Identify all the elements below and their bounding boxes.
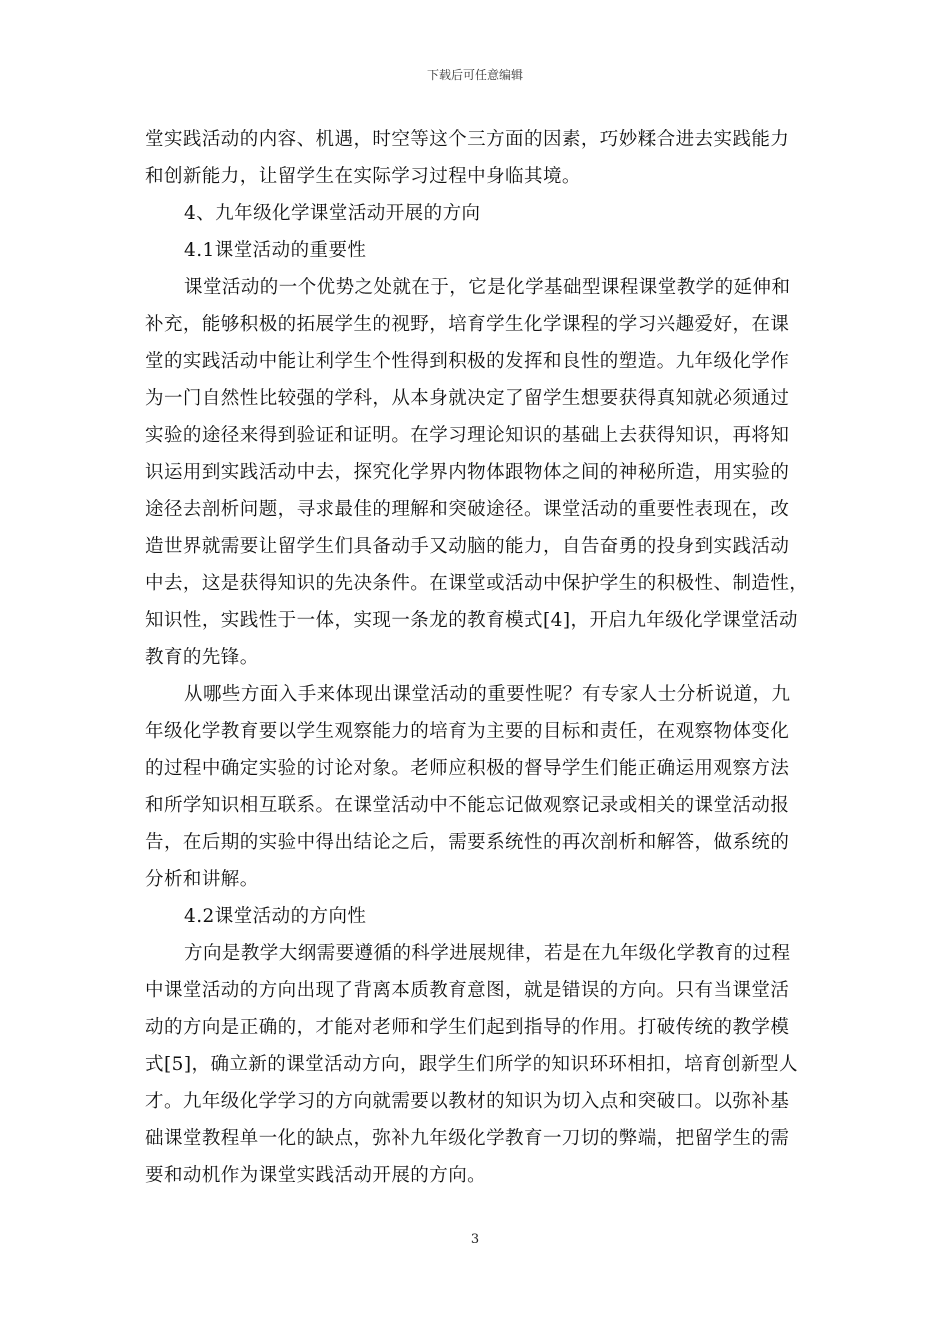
body-line: 础课堂教程单一化的缺点，弥补九年级化学教育一刀切的弊端，把留学生的需	[145, 1128, 790, 1149]
body-line: 要和动机作为课堂实践活动开展的方向。	[145, 1165, 487, 1186]
section-heading: 4、九年级化学课堂活动开展的方向	[184, 203, 481, 224]
subsection-heading: 4.1课堂活动的重要性	[184, 240, 367, 261]
page-header: 下载后可任意编辑	[426, 68, 523, 82]
page-number: 3	[470, 1232, 480, 1247]
body-line: 为一门自然性比较强的学科，从本身就决定了留学生想要获得真知就必须通过	[145, 388, 790, 409]
body-line: 补充，能够积极的拓展学生的视野，培育学生化学课程的学习兴趣爱好，在课	[145, 314, 790, 335]
body-line: 中课堂活动的方向出现了背离本质教育意图，就是错误的方向。只有当课堂活	[145, 980, 790, 1001]
body-line: 告，在后期的实验中得出结论之后，需要系统性的再次剖析和解答，做系统的	[145, 832, 790, 853]
body-line: 和所学知识相互联系。在课堂活动中不能忘记做观察记录或相关的课堂活动报	[145, 795, 790, 816]
body-line: 年级化学教育要以学生观察能力的培育为主要的目标和责任，在观察物体变化	[145, 721, 790, 742]
body-line: 课堂活动的一个优势之处就在于，它是化学基础型课程课堂教学的延伸和	[184, 277, 791, 298]
body-line: 知识性，实践性于一体，实现一条龙的教育模式[4]，开启九年级化学课堂活动	[145, 610, 798, 631]
body-line: 中去，这是获得知识的先决条件。在课堂或活动中保护学生的积极性、制造性，	[145, 573, 809, 594]
body-line: 造世界就需要让留学生们具备动手又动脑的能力，自告奋勇的投身到实践活动	[145, 536, 790, 557]
body-line: 途径去剖析问题，寻求最佳的理解和突破途径。课堂活动的重要性表现在，改	[145, 499, 790, 520]
body-line: 识运用到实践活动中去，探究化学界内物体跟物体之间的神秘所造，用实验的	[145, 462, 790, 483]
subsection-heading: 4.2课堂活动的方向性	[184, 906, 367, 927]
body-line: 教育的先锋。	[145, 647, 259, 668]
body-line: 式[5]，确立新的课堂活动方向，跟学生们所学的知识环环相扣，培育创新型人	[145, 1054, 798, 1075]
body-line: 才。九年级化学学习的方向就需要以教材的知识为切入点和突破口。以弥补基	[145, 1091, 790, 1112]
body-line: 的过程中确定实验的讨论对象。老师应积极的督导学生们能正确运用观察方法	[145, 758, 790, 779]
body-line: 堂的实践活动中能让利学生个性得到积极的发挥和良性的塑造。九年级化学作	[145, 351, 790, 372]
body-line: 堂实践活动的内容、机遇，时空等这个三方面的因素，巧妙糅合进去实践能力	[145, 129, 790, 150]
body-line: 方向是教学大纲需要遵循的科学进展规律，若是在九年级化学教育的过程	[184, 943, 791, 964]
body-line: 实验的途径来得到验证和证明。在学习理论知识的基础上去获得知识，再将知	[145, 425, 790, 446]
body-line: 从哪些方面入手来体现出课堂活动的重要性呢？有专家人士分析说道，九	[184, 684, 791, 705]
body-line: 动的方向是正确的，才能对老师和学生们起到指导的作用。打破传统的教学模	[145, 1017, 790, 1038]
body-line: 和创新能力，让留学生在实际学习过程中身临其境。	[145, 166, 581, 187]
body-line: 分析和讲解。	[145, 869, 259, 890]
